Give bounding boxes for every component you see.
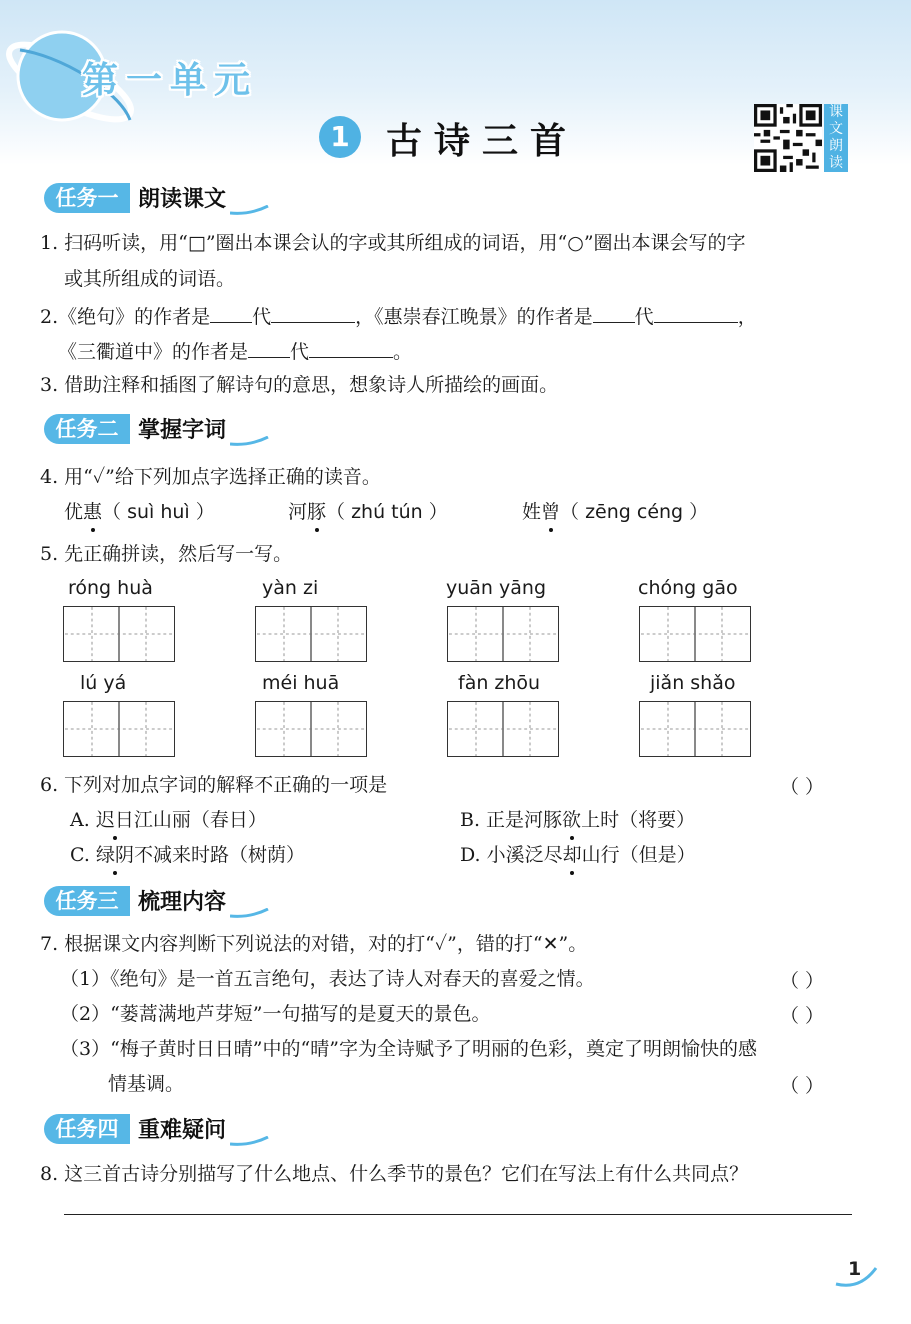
q6-option-d[interactable]: [460, 842, 696, 868]
task-name: 梳理内容: [138, 890, 227, 915]
q6-text: B. 正是河豚: [460, 809, 563, 831]
q4-item: [288, 499, 448, 525]
writing-grid[interactable]: [447, 606, 559, 662]
answer-blank[interactable]: [654, 302, 738, 323]
answer-blank[interactable]: [309, 337, 393, 358]
pinyin-label: yàn zi: [262, 577, 319, 599]
q7-item-1: （1）《绝句》是一首五言绝句，表达了诗人对春天的喜爱之情。: [60, 968, 595, 990]
task-badge: 任务一: [44, 183, 130, 213]
qr-label-char: 朗: [829, 138, 843, 154]
answer-line[interactable]: [64, 1214, 852, 1215]
writing-grid[interactable]: [639, 606, 751, 662]
pinyin-label: róng huà: [68, 577, 153, 599]
task-badge: 任务四: [44, 1114, 130, 1144]
writing-grid[interactable]: [63, 701, 175, 757]
question-2-line1: [40, 302, 757, 330]
question-4-stem: 4. 用“✓”给下列加点字选择正确的读音。: [40, 466, 381, 488]
answer-blank[interactable]: [210, 302, 252, 323]
q6-text: A.: [70, 809, 96, 831]
question-6-stem: 6. 下列对加点字词的解释不正确的一项是: [40, 774, 388, 796]
pinyin-label: fàn zhōu: [458, 672, 541, 694]
swoosh-icon: [230, 205, 270, 215]
q6-text: D. 小溪泛尽: [460, 844, 563, 866]
answer-parentheses[interactable]: （ ）: [780, 1075, 825, 1097]
pinyin-label: lú yá: [80, 672, 127, 694]
q2-text: 代: [634, 306, 654, 328]
qr-label-char: 课: [829, 104, 843, 120]
task-badge: 任务二: [44, 414, 130, 444]
task-name: 掌握字词: [138, 418, 227, 443]
q2-text: 代: [252, 306, 272, 328]
q4-options[interactable]: （ suì huì ）: [102, 501, 215, 523]
q2-text: ，: [737, 306, 757, 328]
q2-text: ，《惠崇春江晚景》的作者是: [355, 306, 593, 328]
q6-option-b[interactable]: [460, 807, 695, 833]
question-8: 8. 这三首古诗分别描写了什么地点、什么季节的景色？它们在写法上有什么共同点？: [40, 1163, 749, 1185]
swoosh-icon: [230, 1136, 270, 1146]
q4-dotted-char: 豚: [307, 501, 327, 523]
writing-grid[interactable]: [255, 606, 367, 662]
q7-item-3-cont: 情基调。: [108, 1073, 185, 1095]
answer-blank[interactable]: [271, 302, 355, 323]
unit-title: 第一单元: [82, 60, 259, 101]
q6-text: 江山丽（春日）: [133, 809, 267, 831]
pinyin-label: yuān yāng: [446, 577, 547, 599]
pinyin-label: jiǎn shǎo: [650, 672, 736, 694]
q6-text: C.: [70, 844, 96, 866]
q4-char: 河: [288, 501, 308, 523]
q4-options[interactable]: （ zēng céng ）: [560, 501, 709, 523]
q2-text: 2.《绝句》的作者是: [40, 306, 211, 328]
q6-text: 上时（将要）: [581, 809, 696, 831]
q7-item-2: （2）“蒌蒿满地芦芽短”一句描写的是夏天的景色。: [60, 1003, 491, 1025]
q6-option-a[interactable]: [70, 807, 267, 833]
task-name: 重难疑问: [138, 1118, 227, 1143]
q6-dotted-word: 却: [562, 844, 582, 866]
qr-label: [824, 104, 848, 172]
question-1-line2: 或其所组成的词语。: [64, 268, 236, 290]
question-7-stem: 7. 根据课文内容判断下列说法的对错，对的打“✓”，错的打“✕”。: [40, 933, 588, 955]
answer-parentheses[interactable]: （ ）: [780, 1005, 825, 1027]
page-number: 1: [848, 1258, 862, 1280]
q2-text: 代: [290, 341, 310, 363]
q4-dotted-char: 曾: [541, 501, 561, 523]
q4-char: 姓: [522, 501, 542, 523]
q7-item-3: （3）“梅子黄时日日晴”中的“晴”字为全诗赋予了明丽的色彩，奠定了明朗愉快的感: [60, 1038, 757, 1060]
qr-label-char: 读: [829, 155, 843, 171]
q6-dotted-word: 绿阴: [95, 844, 134, 866]
question-1-line1: 1. 扫码听读，用“□”圈出本课会认的字或其所组成的词语，用“○”圈出本课会写的字: [40, 232, 746, 254]
swoosh-icon: [230, 436, 270, 446]
swoosh-icon: [230, 908, 270, 918]
q6-text: 不减来时路（树荫）: [133, 844, 305, 866]
lesson-title: 古诗三首: [386, 120, 579, 162]
writing-grid[interactable]: [639, 701, 751, 757]
q4-char: 优: [64, 501, 84, 523]
q4-item: [522, 499, 708, 525]
answer-parentheses[interactable]: （ ）: [780, 776, 825, 798]
q2-text: 《三衢道中》的作者是: [58, 341, 249, 363]
writing-grid[interactable]: [255, 701, 367, 757]
pinyin-label: chóng gāo: [638, 577, 738, 599]
qr-code-icon[interactable]: [754, 104, 822, 172]
writing-grid[interactable]: [63, 606, 175, 662]
task-badge: 任务三: [44, 886, 130, 916]
qr-label-char: 文: [829, 121, 843, 137]
answer-parentheses[interactable]: （ ）: [780, 970, 825, 992]
q6-dotted-word: 欲: [562, 809, 582, 831]
q4-dotted-char: 惠: [83, 501, 103, 523]
q6-dotted-word: 迟日: [95, 809, 134, 831]
q4-options[interactable]: （ zhú tún ）: [326, 501, 448, 523]
answer-blank[interactable]: [248, 337, 290, 358]
answer-blank[interactable]: [593, 302, 635, 323]
q2-text: 。: [393, 341, 413, 363]
task-name: 朗读课文: [138, 187, 227, 212]
lesson-number-badge: 1: [319, 116, 361, 158]
question-3: 3. 借助注释和插图了解诗句的意思，想象诗人所描绘的画面。: [40, 374, 559, 396]
writing-grid[interactable]: [447, 701, 559, 757]
q6-text: 山行（但是）: [581, 844, 696, 866]
q6-option-c[interactable]: [70, 842, 305, 868]
question-2-line2: [58, 337, 412, 365]
pinyin-label: méi huā: [262, 672, 340, 694]
question-5-stem: 5. 先正确拼读，然后写一写。: [40, 543, 293, 565]
q4-item: [64, 499, 215, 525]
